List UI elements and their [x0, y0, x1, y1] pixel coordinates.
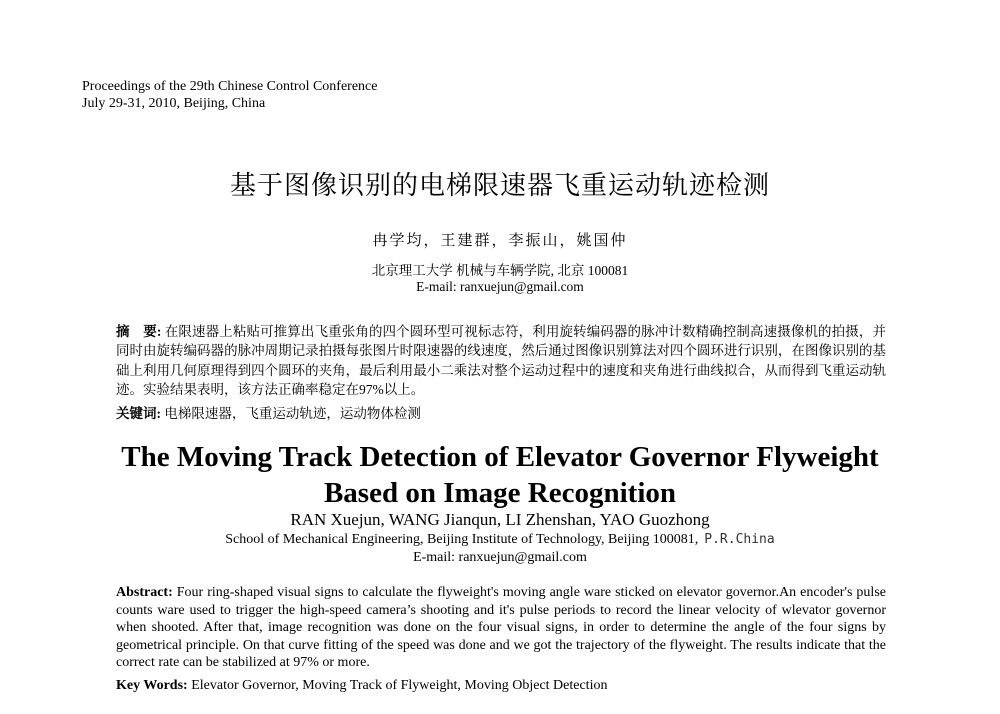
chinese-title: 基于图像识别的电梯限速器飞重运动轨迹检测 — [229, 171, 770, 201]
english-abstract — [116, 584, 886, 672]
english-abstract-text: Four ring-shaped visual signs to calculate the flyweight's moving angle ware sticked on elevator governor.An encoder's pulse counts ware used to trigger the high-speed camera’s shooting and it's pulse periods to record the linear velocity of wlevator governor when shooted. After that, image recognition was done on the four visual signs, in order to determine the angle of the four signs by geometrical principle. On that curve fitting of the speed was done and we got the trajectory of the flyweight. The results indicate that the correct rate can be stabilized at 97% or more. — [116, 585, 886, 671]
conference-name: Proceedings of the 29th Chinese Control Conference — [82, 79, 378, 94]
english-title-line2: Based on Image Recognition — [323, 477, 677, 509]
english-affiliation — [0, 532, 1000, 548]
chinese-email: E-mail: ranxuejun@gmail.com — [416, 279, 584, 294]
english-keywords — [116, 677, 886, 695]
chinese-abstract-text: 在限速器上粘贴可推算出飞重张角的四个圆环型可视标志符，利用旋转编码器的脉冲计数精确控制高速摄像机的拍摄，并同时由旋转编码器的脉冲周期记录拍摄每张图片时限速器的线速度，然后通过图像识别算法对四个圆环进行识别，在图像识别的基础上利用几何原理得到四个圆环的夹角，最后利用最小二乘法对整个运动过程中的速度和夹角进行曲线拟合，从而得到飞重运动轨迹。实验结果表明，该方法正确率稳定在97%以上。 — [116, 324, 886, 398]
chinese-abstract — [116, 322, 886, 400]
english-email: E-mail: ranxuejun@gmail.com — [413, 550, 587, 565]
english-affiliation-country: P.R.China — [704, 532, 775, 547]
chinese-keywords-label: 关键词: — [116, 406, 161, 421]
english-title-line1: The Moving Track Detection of Elevator Governor Flyweight — [121, 441, 879, 473]
conference-date-location: July 29-31, 2010, Beijing, China — [82, 96, 266, 111]
english-keywords-label: Key Words: — [116, 678, 188, 693]
chinese-affiliation: 北京理工大学 机械与车辆学院, 北京 100081 — [371, 263, 629, 278]
chinese-authors: 冉学均，王建群，李振山，姚国仲 — [372, 233, 628, 249]
chinese-abstract-label: 摘 要: — [116, 324, 162, 339]
chinese-keywords-text: 电梯限速器，飞重运动轨迹，运动物体检测 — [161, 406, 421, 421]
english-authors: RAN Xuejun, WANG Jianqun, LI Zhenshan, YAO Guozhong — [290, 510, 710, 529]
chinese-keywords — [116, 404, 886, 423]
english-affiliation-text: School of Mechanical Engineering, Beijing Institute of Technology, Beijing 100081, — [225, 532, 699, 547]
english-abstract-label: Abstract: — [116, 585, 173, 600]
english-keywords-text: Elevator Governor, Moving Track of Flyweight, Moving Object Detection — [187, 678, 608, 693]
